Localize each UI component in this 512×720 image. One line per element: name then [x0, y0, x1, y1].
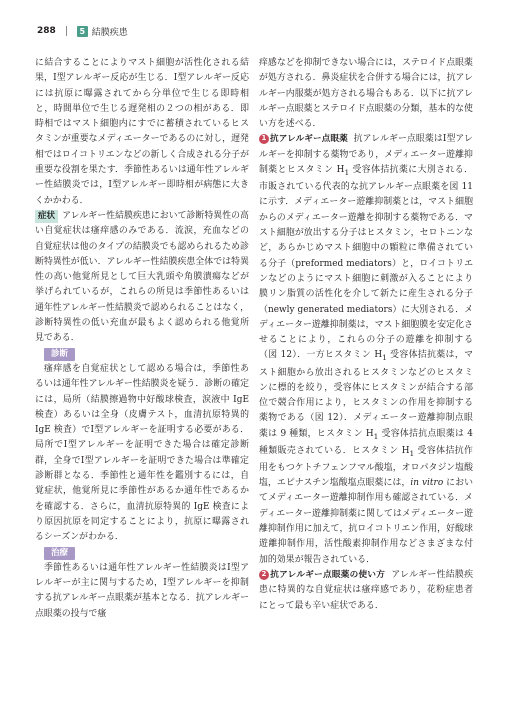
- antiallergic-text-e: 受容体拮抗作用をもつケトチフェンフマル酸塩，オロパタジン塩酸塩，エピナスチン塩酸塩点眼薬には，: [259, 445, 473, 489]
- treatment-heading-row: [35, 546, 249, 561]
- section-number-2-icon: 2: [259, 570, 269, 580]
- left-column: [35, 56, 249, 622]
- paragraph-mechanism: に結合することによりマスト細胞が活性化される結果，Ⅰ型アレルギー反応が生じる．Ⅰ型アレルギー反応には抗原に曝露されてから分単位で生じる即時相と，時間単位で生じる遅発相の２つの相がある．即時相ではマスト細胞内にすでに蓄積されているヒスタミンが重要なメディエーターであるのに対し，遅発相ではロイコトリエンなどの新しく合成される分子が重要な役割を果たす．季節性あるいは通年性アレルギー性結膜炎では，Ⅰ型アレルギー即時相が病態に大きくかかわる．: [35, 58, 249, 206]
- subscript: 1: [382, 353, 387, 363]
- paragraph-treatment: 季節性あるいは通年性アレルギー性結膜炎はⅠ型アレルギーが主に関与するため，Ⅰ型アレルギーを抑制する抗アレルギー点眼薬が基本となる．抗アレルギー点眼薬の投与で瘙: [35, 562, 249, 619]
- section-number-1-icon: 1: [259, 134, 269, 144]
- symptoms-heading: 症状: [35, 210, 58, 223]
- page-number: 288: [37, 26, 56, 36]
- paragraph-symptoms: [35, 209, 249, 347]
- usage-heading: 抗アレルギー点眼薬の使い方: [270, 569, 386, 580]
- subscript: 1: [409, 448, 415, 458]
- antiallergic-heading: 抗アレルギー点眼薬: [270, 134, 348, 145]
- subscript: 1: [373, 431, 379, 441]
- in-vitro-term: in vitro: [410, 478, 444, 489]
- antiallergic-text-a: 抗アレルギー点眼薬はⅠ型アレルギーを抑制する薬物であり，メディエーター遊離抑制薬とヒスタミン H: [259, 134, 473, 176]
- paragraph-steroid: 痒感などを抑制できない場合には，ステロイド点眼薬が処方される．鼻炎症状を合併する場合には，抗アレルギー内服薬が処方される場合もある．以下に抗アレルギー点眼薬とステロイド点眼薬の分類，基本的な使い方を述べる．: [259, 58, 473, 130]
- antiallergic-text-f: においてメディエーター遊離抑制作用も確認されている．メディエーター遊離抑制薬に関してはメディエーター遊離抑制作用に加えて，抗ロイコトリエン作用，好酸球遊離抑制作用，活性酸素抑制作用などさまざまな付加的効果が報告されている．: [259, 478, 473, 565]
- paragraph-diagnosis: 瘙痒感を自覚症状として認める場合は，季節性あるいは通年性アレルギー性結膜炎を疑う．診断の確定には，局所（結膜擦過物中好酸球検査，涙液中 IgE 検査）あるいは全身（皮膚テスト，血清抗原特異的 IgE 検査）でⅠ型アレルギーを証明する必要がある．局所でⅠ型アレルギーを証明できた場合は確定診断群，全身でⅠ型アレルギーを証明できた場合は準確定診断群となる．季節性と通年性を鑑別するには，自覚症状，他覚所見に季節性があるか通年性であるかを確認する．さらに，血清抗原特異的 IgE 検査により原因抗原を同定することにより，抗原に曝露されるシーズンがわかる．: [35, 363, 249, 543]
- diagnosis-heading-row: [35, 347, 249, 362]
- chapter-title: 結膜疾患: [91, 27, 128, 38]
- running-header: [37, 24, 128, 38]
- antiallergic-text-c: 受容体拮抗薬は，マスト細胞から放出されるヒスタミンなどのヒスタミンに標的を絞り，受容体にヒスタミンが結合する部位で競合作用により，ヒスタミンの作用を抑制する薬物である（図 12）．メディエーター遊離抑制点眼薬は 9 種類，ヒスタミン H: [259, 350, 474, 439]
- header-divider: [66, 26, 67, 36]
- right-column: [259, 56, 473, 614]
- paragraph-usage: [259, 568, 473, 614]
- chapter-number-badge: 5: [77, 26, 88, 37]
- antiallergic-text-b: 受容体拮抗薬に大別される．市販されている代表的な抗アレルギー点眼薬を図 11 に示す．メディエーター遊離抑制薬とは，マスト細胞からのメディエーター遊離を抑制する薬物である．マスト細胞が放出する分子はヒスタミン，セロトニンなど，あらかじめマスト細胞中の顆粒に準備されている分子（preformed mediators）と，ロイコトリエンなどのようにマスト細胞に刺激が入ることにより膜リン脂質の活性化を介して新たに産生される分子（newly generated mediators）に大別される．メディエーター遊離抑制薬は，マスト細胞膜を安定化させることにより，これらの分子の遊離を抑制する（図 12）．一方ヒスタミン H: [259, 165, 473, 361]
- diagnosis-heading: 診断: [44, 348, 75, 361]
- usage-text: アレルギー性結膜疾患に特異的な自覚症状は瘙痒感であり，花粉症患者にとって最も辛い症状である．: [259, 569, 474, 611]
- treatment-heading: 治療: [44, 547, 75, 560]
- subscript: 1: [344, 167, 350, 177]
- antiallergic-text-d: 受容体拮抗点眼薬は 4 種類販売されている．ヒスタミン H: [259, 428, 474, 456]
- symptoms-text: アレルギー性結膜疾患において診断特異性の高い自覚症状は瘙痒感のみである．流涙，充血などの自覚症状は他のタイプの結膜炎でも認められるため診断特異性が低い．アレルギー性結膜疾患全体では特異性の高い他覚所見として巨大乳頭や角膜潰瘍などが挙げられているが，これらの所見は季節性あるいは通年性アレルギー性結膜炎で認められることはなく，診断特異性の低い充血が最もよく認められる他覚所見である．: [35, 210, 249, 344]
- paragraph-antiallergic-drugs: [259, 132, 473, 567]
